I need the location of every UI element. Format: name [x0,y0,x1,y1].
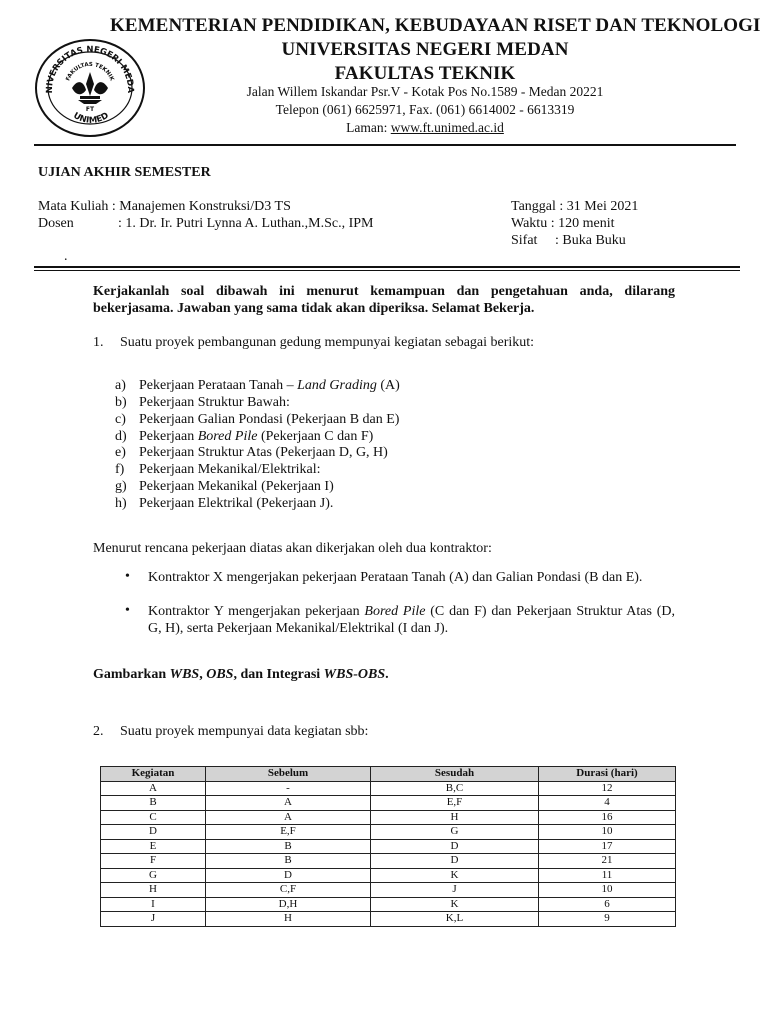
table-cell: 17 [539,839,676,854]
table-row [101,912,676,927]
table-row [101,825,676,840]
time-value: 120 menit [558,216,615,231]
table-cell: C,F [206,883,371,898]
emblem-icon [72,72,108,104]
table-cell: K [371,868,539,883]
item-text: Pekerjaan Elektrikal (Pekerjaan J). [139,496,334,511]
item-text: Pekerjaan Bored Pile (Pekerjaan C dan F) [139,429,374,444]
web-link[interactable]: www.ft.unimed.ac.id [390,120,504,135]
nature-value: : Buka Buku [555,233,626,248]
table-cell: 9 [539,912,676,927]
header-phone: Telepon (061) 6625971, Fax. (061) 6614002 - 6613319 [275,102,575,117]
header-ministry: KEMENTERIAN PENDIDIKAN, KEBUDAYAAN RISET DAN TEKNOLOGI [110,15,761,36]
course-line [38,199,291,215]
table-header-row [101,767,676,782]
table-cell: E,F [206,825,371,840]
table-cell: D [101,825,206,840]
logo-text-inner: FAKULTAS TEKNIK [65,61,115,82]
info-divider-top [34,266,740,268]
table-cell: K [371,897,539,912]
logo-text-top: NIVERSITAS NEGERI MEDA [44,44,136,94]
instructions: Kerjakanlah soal dibawah ini menurut kemampuan dan pengetahuan anda, dilarang bekerjasama. Jawaban yang sama tidak akan diperiksa. Selamat Bekerja. [93,284,675,316]
table-cell: 6 [539,897,676,912]
table-cell: A [101,781,206,796]
item-label: d) [115,429,127,444]
item-text: Pekerjaan Perataan Tanah – Land Grading (A) [139,378,400,393]
logo-text-bottom: UNIMED [71,110,111,126]
item-label: b) [115,395,127,410]
item-label: c) [115,412,126,427]
table-cell: 21 [539,854,676,869]
item-text: Pekerjaan Mekanikal (Pekerjaan I) [139,479,334,494]
col-sesudah: Sesudah [371,767,539,782]
date-line [511,199,638,215]
table-cell: K,L [371,912,539,927]
item-label: a) [115,378,126,393]
contractor-x: Kontraktor X mengerjakan pekerjaan Perataan Tanah (A) dan Galian Pondasi (B dan E). [148,570,643,585]
table-cell: 10 [539,883,676,898]
q2-text: Suatu proyek mempunyai data kegiatan sbb: [120,724,369,739]
table-cell: D [206,868,371,883]
col-kegiatan: Kegiatan [101,767,206,782]
item-text: Pekerjaan Mekanikal/Elektrikal: [139,462,321,477]
bullet-icon: • [125,569,130,584]
date-label: Tanggal : [511,199,567,214]
q1-task: Gambarkan WBS, OBS, dan Integrasi WBS-OBS. [93,667,389,682]
course-label: Mata Kuliah : [38,199,120,214]
table-cell: E [101,839,206,854]
table-row [101,781,676,796]
nature-label: Sifat [511,233,538,248]
table-cell: J [101,912,206,927]
table-cell: D,H [206,897,371,912]
table-cell: B [206,839,371,854]
table-cell: F [101,854,206,869]
table-cell: 4 [539,796,676,811]
table-row [101,854,676,869]
col-sebelum: Sebelum [206,767,371,782]
table-cell: A [206,810,371,825]
item-label: f) [115,462,125,477]
item-text: Pekerjaan Struktur Atas (Pekerjaan D, G, H) [139,445,388,460]
activity-table [100,766,676,927]
web-label: Laman: [346,120,391,135]
table-cell: B [206,854,371,869]
table-row [101,883,676,898]
table-cell: A [206,796,371,811]
table-cell: H [371,810,539,825]
table-cell: H [101,883,206,898]
time-label: Waktu : [511,216,559,231]
table-row [101,810,676,825]
item-text: Pekerjaan Struktur Bawah: [139,395,290,410]
q2-number: 2. [93,724,104,739]
logo-text-ft: FT [85,106,95,113]
table-cell: 12 [539,781,676,796]
table-cell: I [101,897,206,912]
header-divider [34,144,736,146]
table-cell: 10 [539,825,676,840]
header-faculty: FAKULTAS TEKNIK [334,63,516,84]
course-value: Manajemen Konstruksi/D3 TS [119,199,291,214]
table-cell: J [371,883,539,898]
time-line [511,216,614,232]
table-cell: D [371,854,539,869]
table-cell: G [101,868,206,883]
header-university: UNIVERSITAS NEGERI MEDAN [281,39,569,60]
stray-dot: . [64,249,68,264]
table-cell: B [101,796,206,811]
bullet-icon: • [125,603,130,618]
table-cell: 16 [539,810,676,825]
info-divider-bottom [34,270,740,271]
item-label: h) [115,496,127,511]
table-row [101,796,676,811]
table-cell: H [206,912,371,927]
item-label: g) [115,479,127,494]
table-cell: - [206,781,371,796]
header-web [110,120,740,136]
table-row [101,839,676,854]
date-value: 31 Mei 2021 [566,199,639,214]
table-row [101,897,676,912]
contractor-y: Kontraktor Y mengerjakan pekerjaan Bored Pile (C dan F) dan Pekerjaan Struktur Atas (D, G, H), serta Pekerjaan Mekanikal/Elektrikal (I dan J). [148,604,676,636]
col-durasi: Durasi (hari) [539,767,676,782]
item-text: Pekerjaan Galian Pondasi (Pekerjaan B dan E) [139,412,400,427]
q1-text: Suatu proyek pembangunan gedung mempunyai kegiatan sebagai berikut: [120,335,535,350]
table-cell: 11 [539,868,676,883]
table-cell: G [371,825,539,840]
table-cell: E,F [371,796,539,811]
lecturer-value: : 1. Dr. Ir. Putri Lynna A. Luthan.,M.Sc., IPM [118,216,374,231]
exam-title: UJIAN AKHIR SEMESTER [38,165,211,180]
q1-plan-text: Menurut rencana pekerjaan diatas akan dikerjakan oleh dua kontraktor: [93,541,492,556]
table-row [101,868,676,883]
table-cell: C [101,810,206,825]
q1-number: 1. [93,335,104,350]
item-label: e) [115,445,126,460]
header-address: Jalan Willem Iskandar Psr.V - Kotak Pos No.1589 - Medan 20221 [246,84,604,99]
table-cell: B,C [371,781,539,796]
table-cell: D [371,839,539,854]
lecturer-label: Dosen [38,216,74,231]
